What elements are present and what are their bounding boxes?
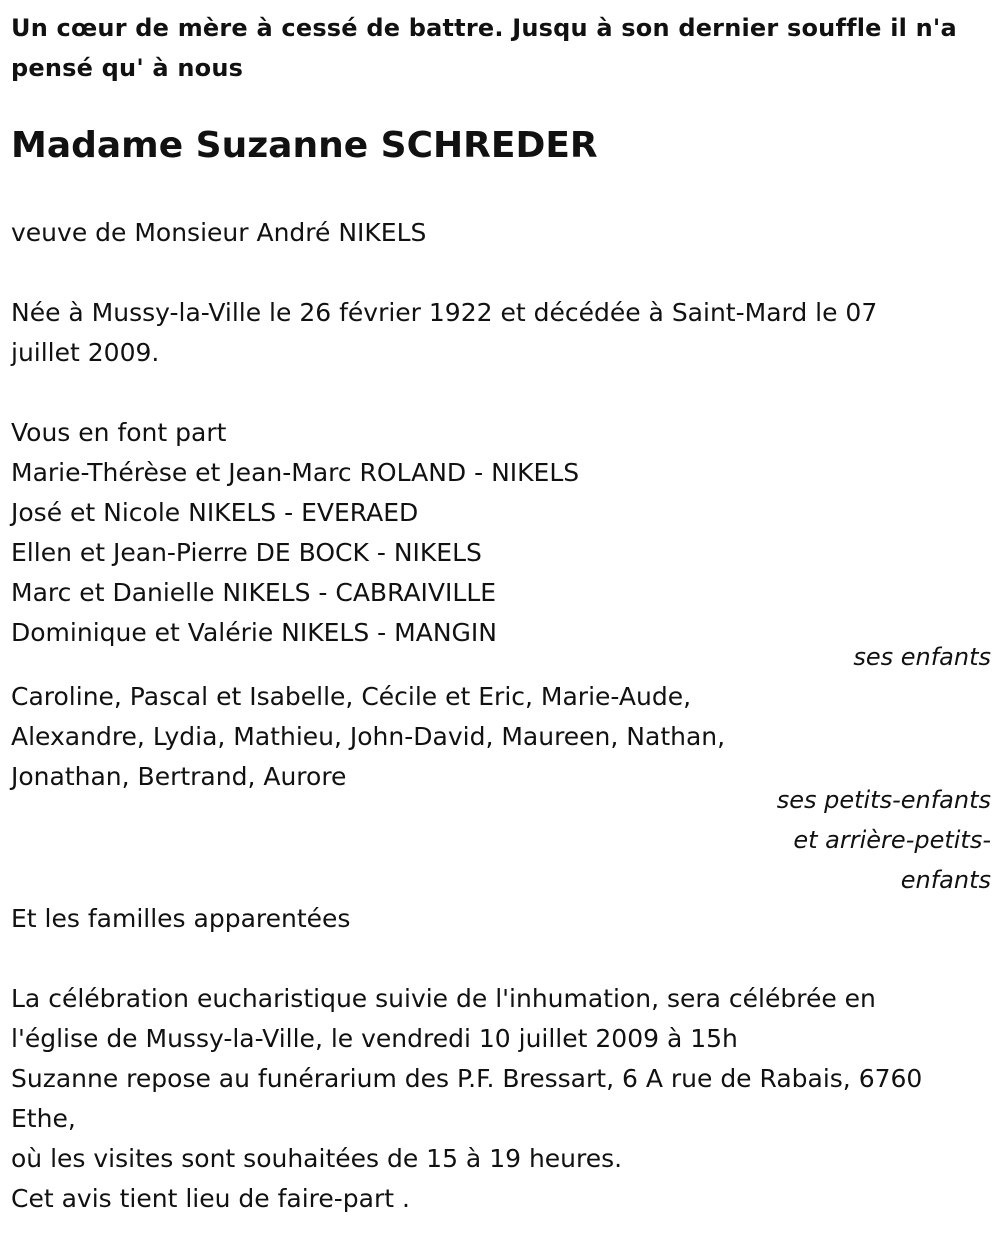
- birth-death-line-1: Née à Mussy-la-Ville le 26 février 1922 et décédée à Saint-Mard le 07: [11, 298, 878, 327]
- ceremony-line: l'église de Mussy-la-Ville, le vendredi 10 juillet 2009 à 15h: [11, 1024, 738, 1053]
- child-couple: José et Nicole NIKELS - EVERAED: [11, 498, 419, 527]
- ceremony-line: La célébration eucharistique suivie de l'inhumation, sera célébrée en: [11, 984, 876, 1013]
- spouse-line: veuve de Monsieur André NIKELS: [11, 218, 427, 247]
- grandchildren-label: [691, 780, 991, 900]
- families-line: Et les familles apparentées: [11, 904, 351, 933]
- epigraph: Un cœur de mère à cessé de battre. Jusqu à son dernier souffle il n'a pensé qu' à nous: [11, 14, 957, 82]
- ceremony-line: Suzanne repose au funérarium des P.F. Bressart, 6 A rue de Rabais, 6760: [11, 1064, 923, 1093]
- grandchildren-label-line: enfants: [900, 866, 991, 894]
- ceremony-line: où les visites sont souhaitées de 15 à 19 heures.: [11, 1144, 623, 1173]
- families-section: [11, 899, 986, 939]
- grandchildren-label-line: ses petits-enfants: [776, 786, 991, 814]
- grandchildren-line: Jonathan, Bertrand, Aurore: [11, 762, 347, 791]
- child-couple: Ellen et Jean-Pierre DE BOCK - NIKELS: [11, 538, 482, 567]
- grandchildren-line: Caroline, Pascal et Isabelle, Cécile et Eric, Marie-Aude,: [11, 682, 692, 711]
- deceased-name: Madame Suzanne SCHREDER: [11, 125, 598, 166]
- ceremony-line: Cet avis tient lieu de faire-part .: [11, 1184, 410, 1213]
- grandchildren-section: [11, 677, 986, 797]
- ceremony-line: Ethe,: [11, 1104, 76, 1133]
- children-label: ses enfants: [853, 643, 991, 671]
- birth-death-section: [11, 293, 986, 373]
- birth-death-line-2: juillet 2009.: [11, 338, 160, 367]
- ceremony-section: [11, 979, 986, 1219]
- child-couple: Dominique et Valérie NIKELS - MANGIN: [11, 618, 497, 647]
- child-couple: Marc et Danielle NIKELS - CABRAIVILLE: [11, 578, 497, 607]
- grandchildren-line: Alexandre, Lydia, Mathieu, John-David, Maureen, Nathan,: [11, 722, 726, 751]
- child-couple: Marie-Thérèse et Jean-Marc ROLAND - NIKELS: [11, 458, 580, 487]
- children-section: [11, 413, 986, 653]
- grandchildren-label-line: et arrière-petits-: [793, 826, 991, 854]
- spouse-section: [11, 213, 986, 253]
- announce-intro: Vous en font part: [11, 418, 227, 447]
